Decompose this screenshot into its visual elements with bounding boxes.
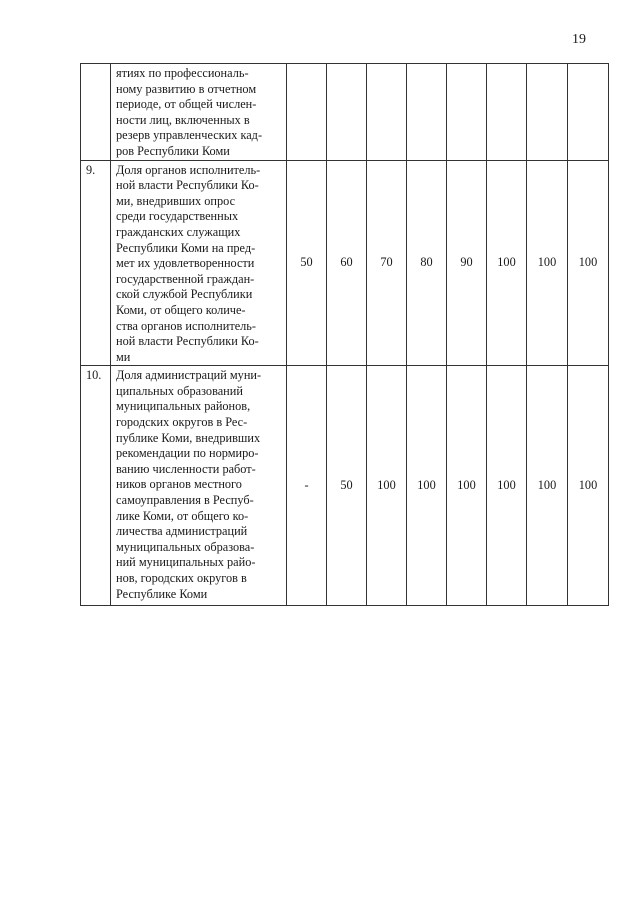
- description-line: Доля администраций муни-: [116, 368, 262, 383]
- description-line: нов, городских округов в: [116, 571, 247, 585]
- description-line: Доля органов исполнитель-: [116, 162, 261, 177]
- table-row: [81, 366, 609, 606]
- description-line: Республики Коми на пред-: [116, 240, 256, 255]
- row-number: 9.: [81, 160, 111, 366]
- target-value-2: 50: [327, 366, 367, 606]
- description-line: ров Республики Коми: [116, 143, 230, 158]
- description-line: городских округов в Рес-: [116, 415, 248, 430]
- description-line: муниципальных районов,: [116, 399, 251, 414]
- table-row: [81, 160, 609, 366]
- target-value-8: 100: [568, 160, 609, 366]
- target-value-6: [487, 64, 527, 161]
- description-line: ной власти Республики Ко-: [116, 178, 259, 193]
- indicator-description: [111, 64, 287, 161]
- target-value-3: 70: [367, 160, 407, 366]
- target-value-2: 60: [327, 160, 367, 366]
- target-value-4: [407, 64, 447, 161]
- target-value-3: 100: [367, 366, 407, 606]
- indicator-description: [111, 160, 287, 366]
- description-line: ми, внедривших опрос: [116, 193, 236, 208]
- indicators-table: [80, 63, 609, 606]
- description-line: ной власти Республики Ко-: [116, 334, 259, 349]
- description-line: ства органов исполнитель-: [116, 318, 256, 333]
- target-value-1: [287, 64, 327, 161]
- description-line: государственной граждан-: [116, 271, 255, 286]
- target-value-8: 100: [568, 366, 609, 606]
- description-line: самоуправления в Респуб-: [116, 493, 254, 508]
- description-line: ми: [116, 349, 131, 364]
- description-line: личества администраций: [116, 524, 248, 539]
- target-value-5: 90: [447, 160, 487, 366]
- target-value-7: 100: [527, 366, 568, 606]
- description-line: периоде, от общей числен-: [116, 97, 257, 112]
- description-line: ципальных образований: [116, 383, 243, 398]
- description-line: ний муниципальных райо-: [116, 555, 256, 570]
- description-line: муниципальных образова-: [116, 539, 255, 554]
- target-value-1: -: [287, 366, 327, 606]
- target-value-8: [568, 64, 609, 161]
- target-value-6: 100: [487, 366, 527, 606]
- row-number: [81, 64, 111, 161]
- description-line: Коми, от общего количе-: [116, 302, 246, 317]
- row-number: 10.: [81, 366, 111, 606]
- target-value-3: [367, 64, 407, 161]
- target-value-4: 100: [407, 366, 447, 606]
- description-line: среди государственных: [116, 209, 239, 224]
- description-line: ников органов местного: [116, 477, 242, 492]
- target-value-7: 100: [527, 160, 568, 366]
- page-number: 19: [572, 32, 586, 47]
- description-line: мет их удовлетворенности: [116, 256, 255, 271]
- description-line: гражданских служащих: [116, 224, 241, 239]
- table-body: [81, 64, 609, 606]
- target-value-2: [327, 64, 367, 161]
- description-line: ванию численности работ-: [116, 461, 256, 476]
- target-value-4: 80: [407, 160, 447, 366]
- description-line: публике Коми, внедривших: [116, 430, 261, 445]
- table-row: [81, 64, 609, 161]
- target-value-7: [527, 64, 568, 161]
- description-line: резерв управленческих кад-: [116, 128, 263, 143]
- description-line: ному развитию в отчетном: [116, 81, 257, 96]
- target-value-1: 50: [287, 160, 327, 366]
- indicator-description: [111, 366, 287, 606]
- description-line: рекомендации по нормиро-: [116, 446, 259, 461]
- description-line: Республике Коми: [116, 586, 208, 601]
- target-value-6: 100: [487, 160, 527, 366]
- description-line: лике Коми, от общего ко-: [116, 508, 249, 523]
- description-line: ской службой Республики: [116, 287, 253, 302]
- target-value-5: 100: [447, 366, 487, 606]
- description-line: ятиях по профессиональ-: [116, 66, 249, 80]
- target-value-5: [447, 64, 487, 161]
- description-line: ности лиц, включенных в: [116, 112, 250, 127]
